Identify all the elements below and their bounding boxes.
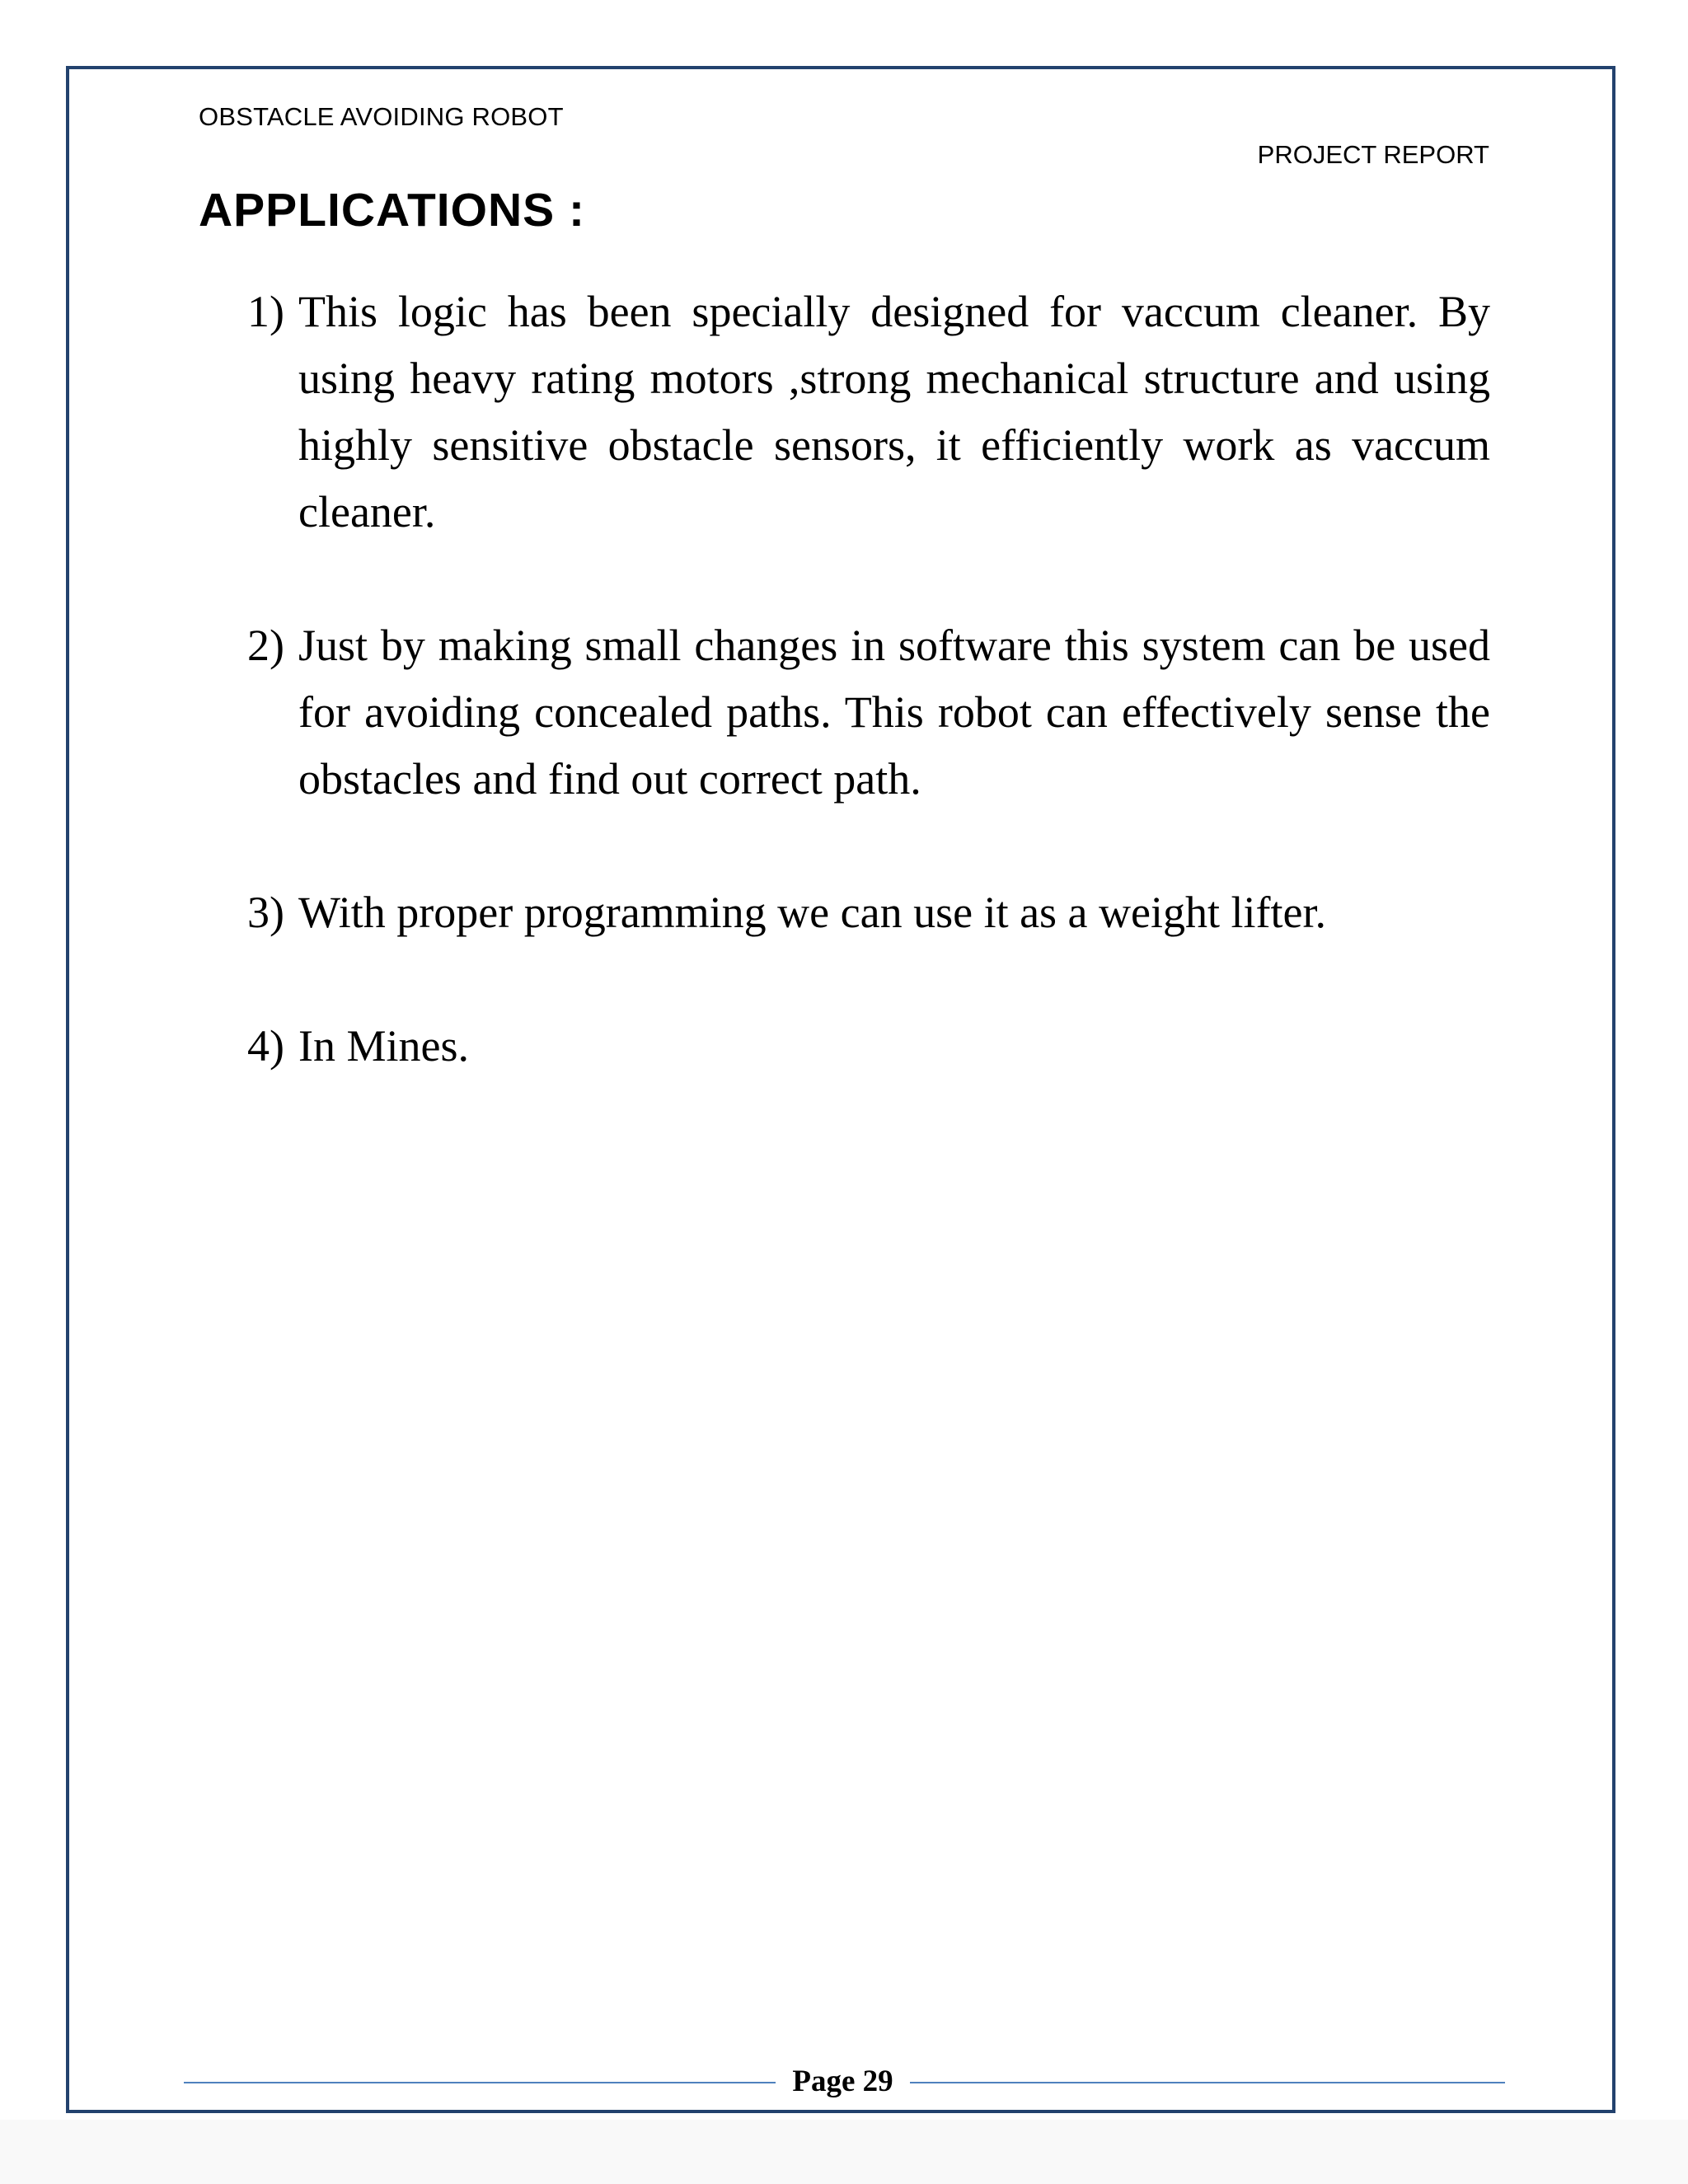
list-item-text: This logic has been specially designed for vaccum cleaner. By using heavy rating motors ,strong mechanical structure and using highly sensitive obstacle sensors, it efficiently work as vaccum cleaner. — [298, 287, 1490, 537]
list-item-number: 2) — [247, 621, 284, 670]
header-document-title: OBSTACLE AVOIDING ROBOT — [199, 102, 564, 131]
list-item-number: 4) — [247, 1021, 284, 1071]
list-item-text: Just by making small changes in software this system can be used for avoiding concealed paths. This robot can effectively sense the obstacles and find out correct path. — [298, 621, 1490, 804]
list-item-number: 3) — [247, 888, 284, 937]
page-bottom-margin — [0, 2120, 1688, 2184]
applications-list — [247, 279, 1490, 1146]
list-item — [247, 1013, 1490, 1080]
section-heading: APPLICATIONS : — [199, 184, 585, 237]
list-item-number: 1) — [247, 287, 284, 336]
footer-rule-right — [910, 2082, 1505, 2083]
header-report-label: PROJECT REPORT — [1257, 140, 1489, 169]
footer-rule-left — [184, 2082, 776, 2083]
list-item — [247, 279, 1490, 546]
page-number: Page 29 — [792, 2064, 893, 2098]
list-item — [247, 879, 1490, 946]
list-item-text: In Mines. — [298, 1021, 469, 1071]
list-item-text: With proper programming we can use it as a weight lifter. — [298, 888, 1326, 937]
list-item — [247, 612, 1490, 813]
